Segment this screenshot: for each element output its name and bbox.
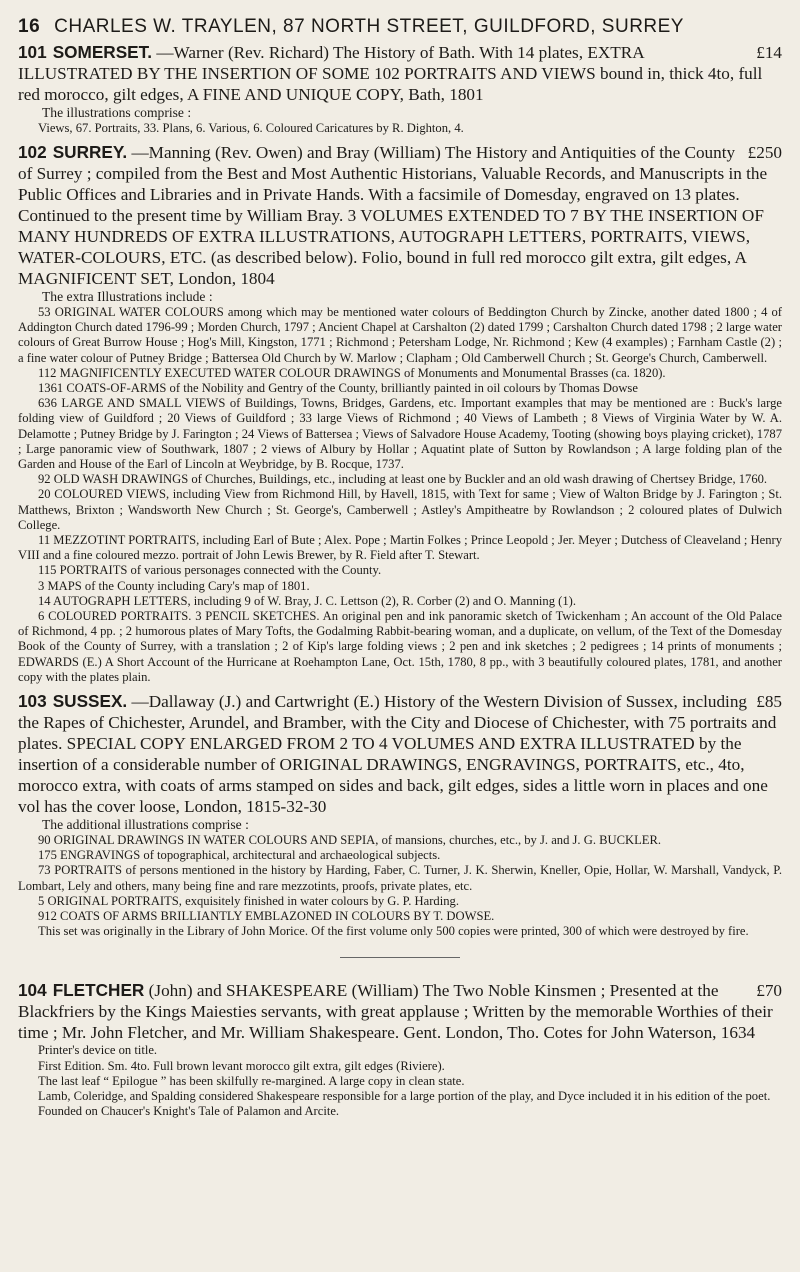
bookseller-address: CHARLES W. TRAYLEN, 87 NORTH STREET, GUILDFORD, SURREY [54, 16, 684, 37]
entry-subject: FLETCHER [52, 980, 145, 1001]
entry-description: —Dallaway (J.) and Cartwright (E.) History of the Western Division of Sussex, including the Rapes of Chichester, Arundel, and Bramber, with the City and Diocese of Chichester, with 75 portraits and plates. SPECIAL COPY ENLARGED FROM 2 TO 4 VOLUMES AND EXTRA ILLUSTRATED by the insertion of a considerable number of ORIGINAL DRAWINGS, ENGRAVINGS, PORTRAITS, etc., 4to, morocco extra, with coats of arms stamped on sides and back, gilt edges, sides a little worn in places and one vol has the cover loose, London, 1815-32-30 [18, 692, 777, 817]
entry-subject: SUSSEX. [52, 691, 128, 712]
entry-detail: Founded on Chaucer's Knight's Tale of Palamon and Arcite. [38, 1104, 340, 1119]
entry-list [18, 42, 782, 1119]
entry-detail: 92 OLD WASH DRAWINGS of Churches, Buildings, etc., including at least one by Buckler and an old wash drawing of Chertsey Bridge, 1760. [38, 472, 768, 487]
entry-subject: SURREY. [52, 142, 128, 163]
entry-detail: 90 ORIGINAL DRAWINGS IN WATER COLOURS AND SEPIA, of mansions, churches, etc., by J. and J. G. BUCKLER. [38, 833, 662, 847]
entry-description: —Manning (Rev. Owen) and Bray (William) The History and Antiquities of the County of Surrey ; compiled from the Best and Most Authentic Historians, Valuable Records, and Manuscripts in the Public Offices and Libraries and in Private Hands. With a facsimile of Domesday, engraved on 13 plates. Continued to the present time by William Bray. 3 VOLUMES EXTENDED TO 7 BY THE INSERTION OF MANY HUNDREDS OF EXTRA ILLUSTRATIONS, AUTOGRAPH LETTERS, PORTRAITS, VIEWS, WATER-COLOURS, ETC. (as described below). Folio, bound in full red morocco gilt extra, gilt edges, A MAGNIFICENT SET, London, 1804 [18, 143, 768, 289]
entry-detail: 912 COATS OF ARMS BRILLIANTLY EMBLAZONED IN COLOURS BY T. DOWSE. [38, 909, 495, 924]
entry-detail: Lamb, Coleridge, and Spalding considered Shakespeare responsible for a large portion of the play, and Dyce included it in his edition of the poet. [38, 1089, 771, 1104]
entry-price: £14 [756, 43, 782, 62]
entry-detail: 3 MAPS of the County including Cary's map of 1801. [38, 578, 310, 593]
catalogue-entry [18, 142, 782, 685]
entry-detail: Views, 67. Portraits, 33. Plans, 6. Various, 6. Coloured Caricatures by R. Dighton, 4. [38, 120, 464, 135]
entry-price: £70 [756, 981, 782, 1001]
entry-detail: 73 PORTRAITS of persons mentioned in the history by Harding, Faber, C. Turner, J. K. Sherwin, Kneller, Opie, Hollar, W. Marshall, Vandyck, P. Lombart, Lely and others, many being fine and rare mezzotints, proofs, private plates, etc. [18, 863, 782, 893]
entry-detail: This set was originally in the Library of John Morice. Of the first volume only 500 copies were printed, 300 of which were destroyed by fire. [38, 924, 749, 939]
entry-price: £250 [747, 143, 782, 163]
entry-detail: The last leaf “ Epilogue ” has been skilfully re-margined. A large copy in clean state. [38, 1073, 465, 1088]
entry-detail: 1361 COATS-OF-ARMS of the Nobility and Gentry of the County, brilliantly painted in oil colours by Thomas Dowse [38, 381, 638, 396]
entry-intro: The illustrations comprise : [42, 105, 192, 120]
entry-subject: SOMERSET. [52, 42, 153, 62]
entry-detail: 6 COLOURED PORTRAITS. 3 PENCIL SKETCHES. An original pen and ink panoramic sketch of Twickenham ; An account of the Old Palace of Richmond, 4 pp. ; 2 humorous plates of Mary Tofts, the Godalming Rabbit-bearing woman, and a duplicate, on vellum, of the Text of the Domesday Book of the County of Surrey, with a translation ; 2 of Kip's large folding views ; 2 pen and ink sketches ; 2 pedigrees ; 14 prints of monuments ; EDWARDS (E.) A Short Account of the Hurricane at Roehampton Lane, Oct. 15th, 1780, 8 pp., with 3 beautifully coloured plates, 1781, and another copy with the plates plain. [18, 609, 782, 684]
entry-intro: The additional illustrations comprise : [42, 817, 249, 833]
page-number: 16 [18, 16, 41, 37]
entry-intro: The extra Illustrations include : [42, 289, 213, 305]
catalogue-entry [18, 42, 782, 136]
entry-detail: 53 ORIGINAL WATER COLOURS among which may be mentioned water colours of Beddington Church by Zincke, another dated 1800 ; 4 of Addington Church dated 1796-99 ; Morden Church, 1797 ; Ancient Chapel at Carshalton (2) dated 1799 ; Carshalton Church dated 1798 ; 2 large water colours of Great Burrow House ; Hog's Mill, Kingston, 1771 ; Richmond ; Petersham Lodge, Nr. Richmond ; Kew (4 examples) ; Farnham Castle (2) ; a fine water colour of Putney Bridge ; Battersea Old Church by W. Marlow ; Clapham ; Old Camberwell Church ; St. George's Church, Camberwell. [18, 305, 782, 365]
entry-price: £85 [756, 692, 782, 712]
entry-detail: First Edition. Sm. 4to. Full brown levant morocco gilt extra, gilt edges (Riviere). [38, 1058, 445, 1073]
catalogue-entry [18, 980, 782, 1119]
entry-heading [18, 142, 782, 289]
entry-detail: 14 AUTOGRAPH LETTERS, including 9 of W. Bray, J. C. Lettson (2), R. Corber (2) and O. Manning (1). [38, 593, 576, 608]
entry-detail: 20 COLOURED VIEWS, including View from Richmond Hill, by Havell, 1815, with Text for same ; View of Walton Bridge by J. Farington ; St. Matthews, Brixton ; Wandsworth New Church ; St. George's, Camberwell ; Astley's Ampitheatre by Rowlandson ; 2 coloured plates of Dulwich College. [18, 487, 782, 532]
entry-number: 101 [18, 42, 47, 62]
entry-heading [18, 691, 782, 817]
entry-heading [18, 980, 782, 1043]
entry-detail: 11 MEZZOTINT PORTRAITS, including Earl of Bute ; Alex. Pope ; Martin Folkes ; Prince Leopold ; Jer. Meyer ; Dutchess of Cleaveland ; Henry VIII and a fine coloured mezzo. portrait of John Lewis Brewer, by R. Field after T. Stewart. [18, 533, 782, 563]
entry-number: 103 [18, 691, 47, 712]
entry-detail: 5 ORIGINAL PORTRAITS, exquisitely finished in water colours by G. P. Harding. [38, 893, 459, 908]
entry-detail: 175 ENGRAVINGS of topographical, architectural and archaeological subjects. [38, 848, 441, 863]
entry-detail: Printer's device on title. [38, 1043, 158, 1058]
entry-number: 102 [18, 142, 47, 163]
entry-number: 104 [18, 980, 47, 1001]
running-head [18, 16, 782, 38]
entry-description: —Warner (Rev. Richard) The History of Bath. With 14 plates, EXTRA ILLUSTRATED BY THE INSERTION OF SOME 102 PORTRAITS AND VIEWS bound in, thick 4to, full red morocco, gilt edges, A FINE AND UNIQUE COPY, Bath, 1801 [18, 43, 763, 104]
section-divider [340, 957, 460, 958]
entry-heading [18, 42, 782, 105]
catalogue-entry [18, 691, 782, 939]
entry-detail: 636 LARGE AND SMALL VIEWS of Buildings, Towns, Bridges, Gardens, etc. Important examples that may be mentioned are : Buck's large folding view of Guildford ; 20 Views of Guildford ; 33 large Views of Richmond ; 40 Views of Lambeth ; 8 Views of Virginia Water by W. A. Delamotte ; Putney Bridge by J. Farington ; 24 Views of Battersea ; Views of Salvadore House Academy, Tooting (showing boys playing cricket), 1787 ; Large panoramic view of Southwark, 1807 ; 2 views of Albury by Hollar ; Aquatint plate of Sutton by Rowlandson ; A large folding plan of the Garden and House of the Earl of Lincoln at Weybridge, by B. Rocque, 1737. [18, 396, 782, 472]
entry-detail: 115 PORTRAITS of various personages connected with the County. [38, 563, 382, 578]
entry-description: (John) and SHAKESPEARE (William) The Two Noble Kinsmen ; Presented at the Blackfriers by the Kings Maiesties servants, with great applause ; Written by the memorable Worthies of their time ; Mr. John Fletcher, and Mr. William Shakespeare. Gent. London, Tho. Cotes for John Waterson, 1634 [18, 981, 773, 1043]
entry-detail: 112 MAGNIFICENTLY EXECUTED WATER COLOUR DRAWINGS of Monuments and Monumental Brasses (ca. 1820). [38, 365, 666, 380]
